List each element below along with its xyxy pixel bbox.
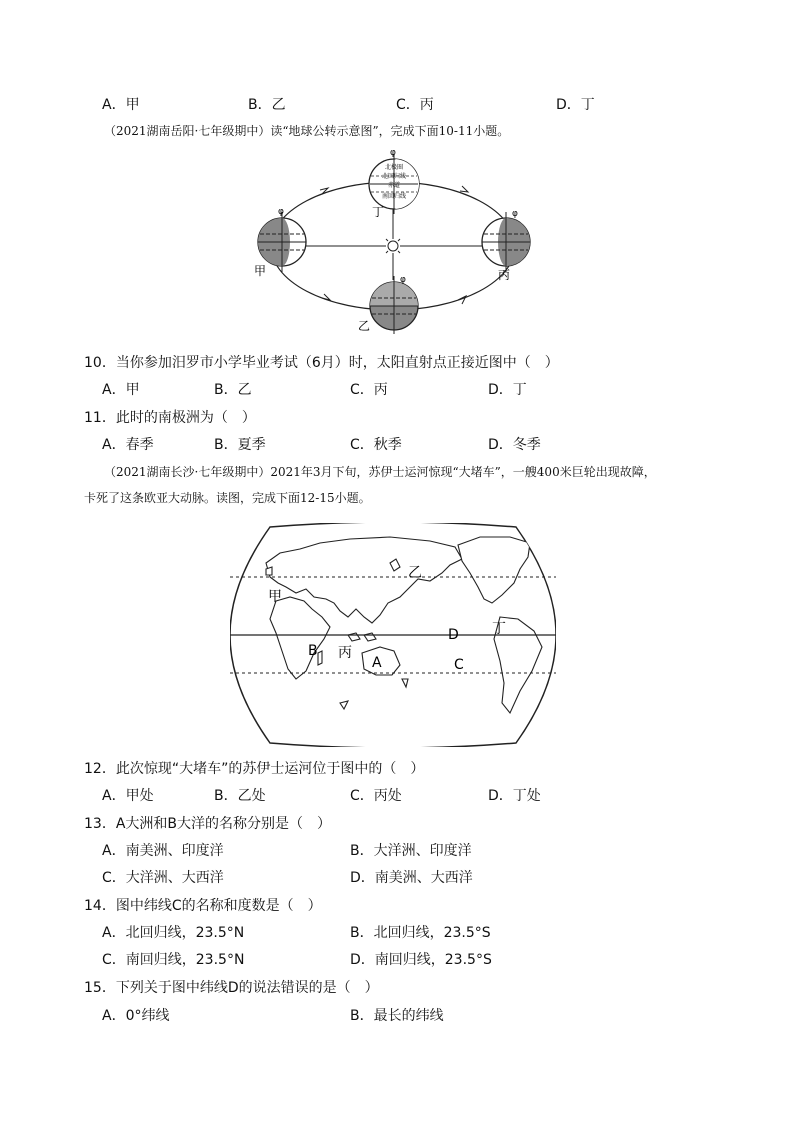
map-label-b: B bbox=[308, 643, 318, 659]
q15-option-b: B．最长的纬线 bbox=[350, 1008, 444, 1024]
map-label-d: D bbox=[448, 627, 459, 643]
q15-stem: 15．下列关于图中纬线D的说法错误的是（ ） bbox=[84, 980, 379, 996]
q14-option-d: D．南回归线，23.5°S bbox=[350, 952, 492, 968]
q11-option-d: D．冬季 bbox=[488, 437, 541, 453]
globe-text-equator: 赤道 bbox=[387, 182, 401, 189]
map-label-c: C bbox=[454, 657, 464, 673]
intro-12-15-line1: （2021湖南长沙·七年级期中）2021年3月下旬，苏伊士运河惊现“大堵车”，一艘400米巨轮出现故障， bbox=[104, 465, 656, 479]
q11-option-b: B．夏季 bbox=[214, 437, 266, 453]
q9-option-b: B．乙 bbox=[248, 97, 286, 113]
q12-option-b: B．乙处 bbox=[214, 788, 266, 804]
q9-option-c: C．丙 bbox=[396, 97, 434, 113]
q11-stem: 11．此时的南极洲为（ ） bbox=[84, 410, 256, 426]
q14-option-b: B．北回归线，23.5°S bbox=[350, 925, 491, 941]
world-map bbox=[230, 523, 556, 747]
q12-option-d: D．丁处 bbox=[488, 788, 541, 804]
q11-option-a: A．春季 bbox=[102, 437, 154, 453]
q11-option-c: C．秋季 bbox=[350, 437, 402, 453]
sun-icon bbox=[383, 236, 403, 256]
globe-text-tropic-n: 北回归线 bbox=[381, 173, 407, 180]
svg-text:φ: φ bbox=[278, 207, 284, 217]
globe-jia bbox=[258, 207, 306, 272]
map-label-jia: 甲 bbox=[268, 589, 282, 605]
map-label-yi: 乙 bbox=[408, 565, 422, 581]
label-bing: 丙 bbox=[498, 268, 511, 282]
q14-option-c: C．南回归线，23.5°N bbox=[102, 952, 245, 968]
q12-option-a: A．甲处 bbox=[102, 788, 154, 804]
intro-12-15-line2: 卡死了这条欧亚大动脉。读图，完成下面12-15小题。 bbox=[84, 491, 371, 505]
map-label-ding: 丁 bbox=[492, 621, 506, 637]
q10-option-d: D．丁 bbox=[488, 382, 527, 398]
intro-10-11: （2021湖南岳阳·七年级期中）读“地球公转示意图”，完成下面10-11小题。 bbox=[104, 124, 510, 138]
map-label-bing: 丙 bbox=[338, 645, 352, 661]
q9-option-d: D．丁 bbox=[556, 97, 595, 113]
globe-text-arctic: 北极圈 bbox=[384, 164, 404, 171]
q14-stem: 14．图中纬线C的名称和度数是（ ） bbox=[84, 898, 322, 914]
label-jia: 甲 bbox=[254, 264, 267, 278]
q13-option-d: D．南美洲、大西洋 bbox=[350, 870, 473, 886]
q9-option-a: A．甲 bbox=[102, 97, 140, 113]
q14-option-a: A．北回归线，23.5°N bbox=[102, 925, 245, 941]
svg-text:φ: φ bbox=[400, 275, 406, 285]
svg-text:φ: φ bbox=[512, 209, 518, 219]
q13-option-b: B．大洋洲、印度洋 bbox=[350, 843, 472, 859]
q13-option-a: A．南美洲、印度洋 bbox=[102, 843, 224, 859]
earth-orbit-diagram bbox=[240, 148, 570, 334]
q15-option-a: A．0°纬线 bbox=[102, 1008, 170, 1024]
q10-option-a: A．甲 bbox=[102, 382, 140, 398]
svg-text:φ: φ bbox=[390, 148, 396, 158]
label-ding: 丁 bbox=[372, 205, 385, 219]
globe-bing bbox=[482, 209, 530, 272]
q10-option-b: B．乙 bbox=[214, 382, 252, 398]
q12-option-c: C．丙处 bbox=[350, 788, 402, 804]
q10-option-c: C．丙 bbox=[350, 382, 388, 398]
globe-yi bbox=[370, 275, 418, 334]
q12-stem: 12．此次惊现“大堵车”的苏伊士运河位于图中的（ ） bbox=[84, 761, 425, 777]
q10-stem: 10．当你参加汨罗市小学毕业考试（6月）时，太阳直射点正接近图中（ ） bbox=[84, 355, 559, 371]
q13-option-c: C．大洋洲、大西洋 bbox=[102, 870, 224, 886]
q13-stem: 13．A大洲和B大洋的名称分别是（ ） bbox=[84, 816, 331, 832]
label-yi: 乙 bbox=[358, 319, 371, 333]
globe-text-tropic-s: 南回归线 bbox=[381, 193, 407, 200]
map-label-a: A bbox=[372, 655, 382, 671]
